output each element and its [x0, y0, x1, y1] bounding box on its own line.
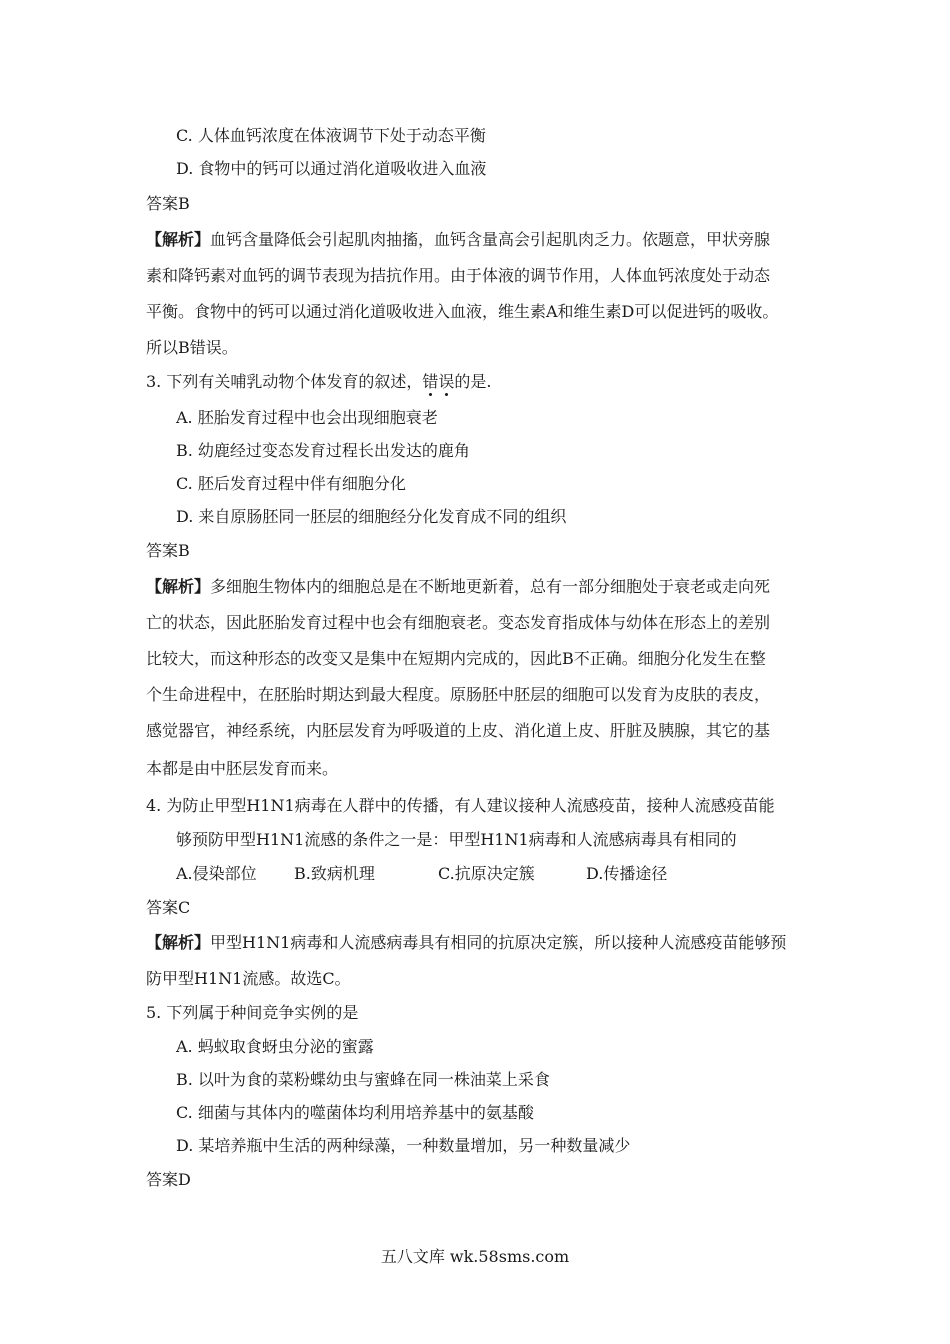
analysis-text: 血钙含量降低会引起肌肉抽搐，血钙含量高会引起肌肉乏力。依题意，甲状旁腺: [210, 230, 771, 249]
q4-option-b: B.致病机理: [294, 864, 375, 883]
q4-option-a: A.侵染部位: [176, 864, 257, 883]
q2-analysis-line: 所以B错误。: [146, 338, 238, 357]
q3-analysis-line: 比较大，而这种形态的改变又是集中在短期内完成的，因此B不正确。细胞分化发生在整: [146, 649, 766, 668]
analysis-text: 多细胞生物体内的细胞总是在不断地更新着，总有一部分细胞处于衰老或走向死: [210, 577, 771, 596]
emphasis-char: 错: [422, 372, 439, 391]
q3-analysis-line: 个生命进程中，在胚胎时期达到最大程度。原肠胚中胚层的细胞可以发育为皮肤的表皮，: [146, 685, 771, 704]
q5-option-c: C. 细菌与其体内的噬菌体均利用培养基中的氨基酸: [176, 1103, 534, 1122]
q4-answer: 答案C: [146, 898, 191, 917]
q4-stem: 够预防甲型H1N1流感的条件之一是：甲型H1N1病毒和人流感病毒具有相同的: [176, 830, 737, 849]
q2-option-d: D. 食物中的钙可以通过消化道吸收进入血液: [176, 159, 487, 178]
q3-stem-text: 3. 下列有关哺乳动物个体发育的叙述，: [146, 372, 423, 391]
q2-answer: 答案B: [146, 194, 190, 213]
q3-analysis-line: 亡的状态，因此胚胎发育过程中也会有细胞衰老。变态发育指成体与幼体在形态上的差别: [146, 613, 771, 632]
q3-option-c: C. 胚后发育过程中伴有细胞分化: [176, 474, 406, 493]
q3-analysis-line: 本都是由中胚层发育而来。: [146, 759, 339, 778]
q3-answer: 答案B: [146, 541, 190, 560]
q4-analysis-line: [146, 932, 786, 954]
q4-analysis-line: 防甲型H1N1流感。故选C。: [146, 969, 351, 988]
q3-analysis-line: 感觉器官，神经系统，内胚层发育为呼吸道的上皮、消化道上皮、肝脏及胰腺，其它的基: [146, 721, 771, 740]
q5-option-a: A. 蚂蚁取食蚜虫分泌的蜜露: [176, 1037, 374, 1056]
q3-option-a: A. 胚胎发育过程中也会出现细胞衰老: [176, 408, 438, 427]
analysis-tag: 【解析】: [146, 577, 211, 596]
q3-stem-text: 的是.: [454, 372, 492, 391]
q3-option-b: B. 幼鹿经过变态发育过程长出发达的鹿角: [176, 441, 470, 460]
q4-option-d: D.传播途径: [586, 864, 668, 883]
analysis-text: 甲型H1N1病毒和人流感病毒具有相同的抗原决定簇，所以接种人流感疫苗能够预: [210, 933, 787, 952]
q2-option-c: C. 人体血钙浓度在体液调节下处于动态平衡: [176, 126, 486, 145]
q5-option-d: D. 某培养瓶中生活的两种绿藻，一种数量增加，另一种数量减少: [176, 1136, 631, 1155]
q5-stem: 5. 下列属于种间竞争实例的是: [146, 1003, 359, 1022]
page-footer: 五八文库 wk.58sms.com: [380, 1247, 570, 1266]
q4-stem: 4. 为防止甲型H1N1病毒在人群中的传播，有人建议接种人流感疫苗，接种人流感疫苗能: [146, 796, 775, 815]
emphasis-char: 误: [438, 372, 455, 391]
q4-option-c: C.抗原决定簇: [438, 864, 535, 883]
q2-analysis-line: [146, 229, 770, 251]
q5-option-b: B. 以叶为食的菜粉蝶幼虫与蜜蜂在同一株油菜上采食: [176, 1070, 550, 1089]
analysis-tag: 【解析】: [146, 230, 211, 249]
q3-stem: [146, 371, 491, 393]
q2-analysis-line: 素和降钙素对血钙的调节表现为拮抗作用。由于体液的调节作用，人体血钙浓度处于动态: [146, 266, 771, 285]
q2-analysis-line: 平衡。食物中的钙可以通过消化道吸收进入血液，维生素A和维生素D可以促进钙的吸收。: [146, 302, 779, 321]
analysis-tag: 【解析】: [146, 933, 211, 952]
q3-analysis-line: [146, 576, 770, 598]
q3-option-d: D. 来自原肠胚同一胚层的细胞经分化发育成不同的组织: [176, 507, 567, 526]
q5-answer: 答案D: [146, 1170, 191, 1189]
